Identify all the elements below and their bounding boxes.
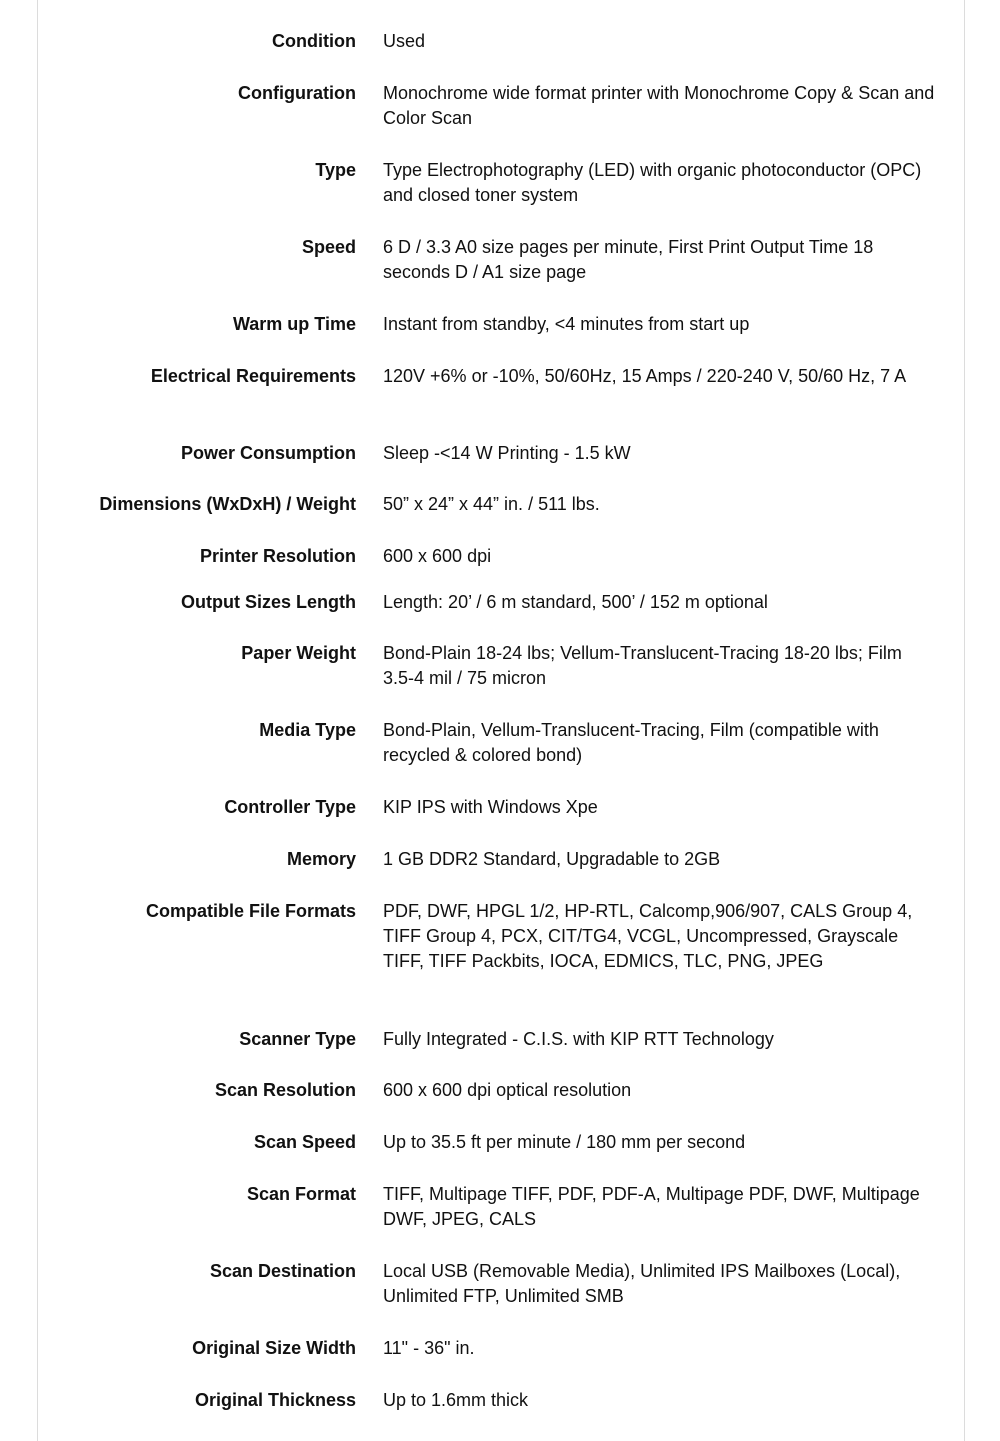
- spec-value: Fully Integrated - C.I.S. with KIP RTT Technology: [383, 1029, 774, 1049]
- spec-label: Media Type: [259, 720, 356, 740]
- spec-label: Output Sizes Length: [181, 592, 356, 612]
- spec-value: 600 x 600 dpi: [383, 546, 492, 566]
- spec-label: Scan Format: [246, 1184, 356, 1204]
- spec-label: Memory: [286, 849, 356, 869]
- spec-label: Scan Resolution: [214, 1080, 356, 1100]
- spec-value: TIFF, Multipage TIFF, PDF, PDF-A, Multipage PDF, DWF, Multipage DWF, JPEG, CALS: [383, 1184, 920, 1229]
- spec-value: 6 D / 3.3 A0 size pages per minute, First Print Output Time 18 seconds D / A1 size page: [383, 237, 874, 282]
- spec-value: Sleep -<14 W Printing - 1.5 kW: [383, 443, 631, 463]
- spec-label: Warm up Time: [232, 314, 356, 334]
- spec-value: Type Electrophotography (LED) with organic photoconductor (OPC) and closed toner system: [383, 160, 922, 205]
- spec-value: 11" - 36" in.: [383, 1338, 475, 1358]
- spec-value: Local USB (Removable Media), Unlimited IPS Mailboxes (Local), Unlimited FTP, Unlimited SMB: [383, 1261, 901, 1306]
- spec-label: Scan Destination: [209, 1261, 356, 1281]
- spec-value: Bond-Plain, Vellum-Translucent-Tracing, Film (compatible with recycled & colored bond): [383, 720, 879, 765]
- spec-label: Controller Type: [224, 797, 356, 817]
- spec-label: Original Size Width: [192, 1338, 356, 1358]
- spec-label: Compatible File Formats: [145, 901, 356, 921]
- spec-label: Scanner Type: [239, 1029, 356, 1049]
- spec-label: Paper Weight: [241, 643, 356, 663]
- spec-value: 1 GB DDR2 Standard, Upgradable to 2GB: [383, 849, 721, 869]
- spec-value: PDF, DWF, HPGL 1/2, HP-RTL, Calcomp,906/907, CALS Group 4, TIFF Group 4, PCX, CIT/TG4, VCGL, Uncompressed, Grayscale TIFF, TIFF Packbits, IOCA, EDMICS, TLC, PNG, JPEG: [383, 901, 913, 971]
- spec-value: 50” x 24” x 44” in. / 511 lbs.: [383, 494, 600, 514]
- spec-value: Used: [383, 31, 426, 51]
- spec-label: Type: [315, 160, 356, 180]
- spec-value: Monochrome wide format printer with Monochrome Copy & Scan and Color Scan: [383, 83, 935, 128]
- spec-label: Speed: [301, 237, 356, 257]
- spec-label: Condition: [272, 31, 356, 51]
- spec-value: 600 x 600 dpi optical resolution: [383, 1080, 632, 1100]
- spec-value: 120V +6% or -10%, 50/60Hz, 15 Amps / 220-240 V, 50/60 Hz, 7 A: [383, 366, 907, 386]
- spec-value: Instant from standby, <4 minutes from start up: [383, 314, 750, 334]
- spec-label: Dimensions (WxDxH) / Weight: [99, 494, 356, 514]
- spec-value: Length: 20’ / 6 m standard, 500’ / 152 m optional: [383, 592, 768, 612]
- spec-value: Up to 1.6mm thick: [383, 1390, 529, 1410]
- spec-value: KIP IPS with Windows Xpe: [383, 797, 598, 817]
- spec-label: Electrical Requirements: [150, 366, 356, 386]
- spec-value: Bond-Plain 18-24 lbs; Vellum-Translucent-Tracing 18-20 lbs; Film 3.5-4 mil / 75 micron: [383, 643, 902, 688]
- spec-label: Printer Resolution: [199, 546, 356, 566]
- spec-label: Scan Speed: [253, 1132, 356, 1152]
- spec-label: Power Consumption: [181, 443, 356, 463]
- spec-label: Original Thickness: [194, 1390, 356, 1410]
- spec-value: Up to 35.5 ft per minute / 180 mm per second: [383, 1132, 746, 1152]
- spec-label: Configuration: [238, 83, 356, 103]
